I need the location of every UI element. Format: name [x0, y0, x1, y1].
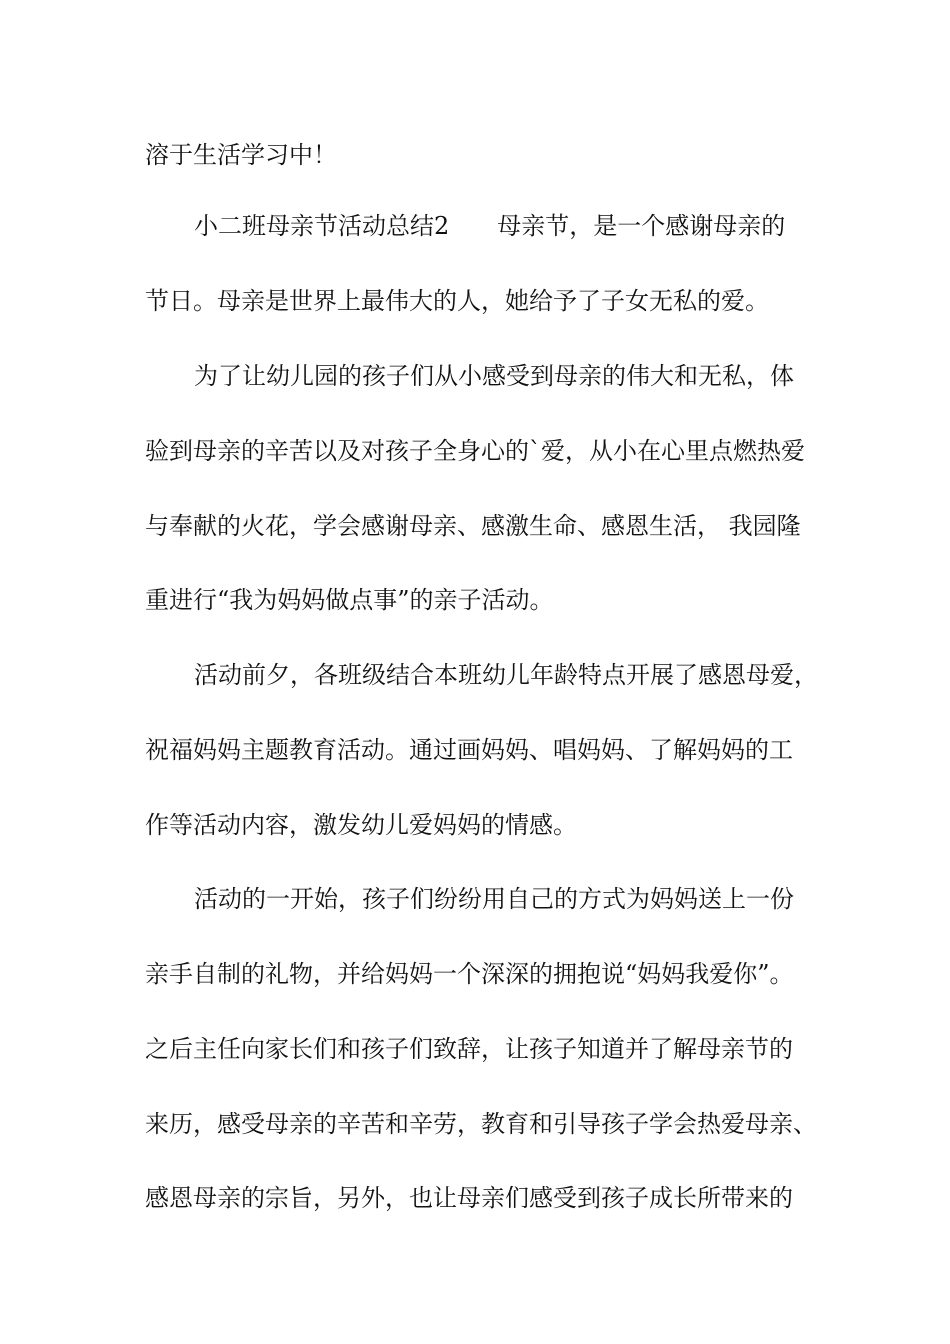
paragraph-line: 与奉献的火花，学会感谢母亲、感激生命、感恩生活， 我园隆 [145, 512, 801, 540]
paragraph-line: 活动的一开始，孩子们纷纷用自己的方式为妈妈送上一份 [194, 885, 794, 913]
paragraph-line: 之后主任向家长们和孩子们致辞，让孩子知道并了解母亲节的 [145, 1035, 793, 1063]
paragraph-line: 来历，感受母亲的辛苦和辛劳，教育和引导孩子学会热爱母亲、 [145, 1110, 817, 1138]
paragraph-text: 母亲节，是一个感谢母亲的 [497, 212, 786, 240]
paragraph-line: 重进行“我为妈妈做点事”的亲子活动。 [145, 586, 554, 614]
section-heading-line [194, 210, 785, 242]
section-heading: 小二班母亲节活动总结2 [194, 212, 450, 240]
paragraph-line: 亲手自制的礼物，并给妈妈一个深深的拥抱说“妈妈我爱你”。 [145, 960, 794, 988]
paragraph-line: 为了让幼儿园的孩子们从小感受到母亲的伟大和无私，体 [194, 362, 794, 390]
paragraph-line: 祝福妈妈主题教育活动。通过画妈妈、唱妈妈、了解妈妈的工 [145, 736, 793, 764]
paragraph-line: 节日。母亲是世界上最伟大的人，她给予了子女无私的爱。 [145, 287, 769, 315]
paragraph-line: 活动前夕，各班级结合本班幼儿年龄特点开展了感恩母爱， [194, 661, 818, 689]
paragraph-line: 溶于生活学习中！ [145, 141, 337, 169]
paragraph-line: 验到母亲的辛苦以及对孩子全身心的`爱，从小在心里点燃热爱 [145, 437, 805, 465]
paragraph-line: 作等活动内容，激发幼儿爱妈妈的情感。 [145, 811, 577, 839]
paragraph-line: 感恩母亲的宗旨，另外，也让母亲们感受到孩子成长所带来的 [145, 1184, 793, 1212]
